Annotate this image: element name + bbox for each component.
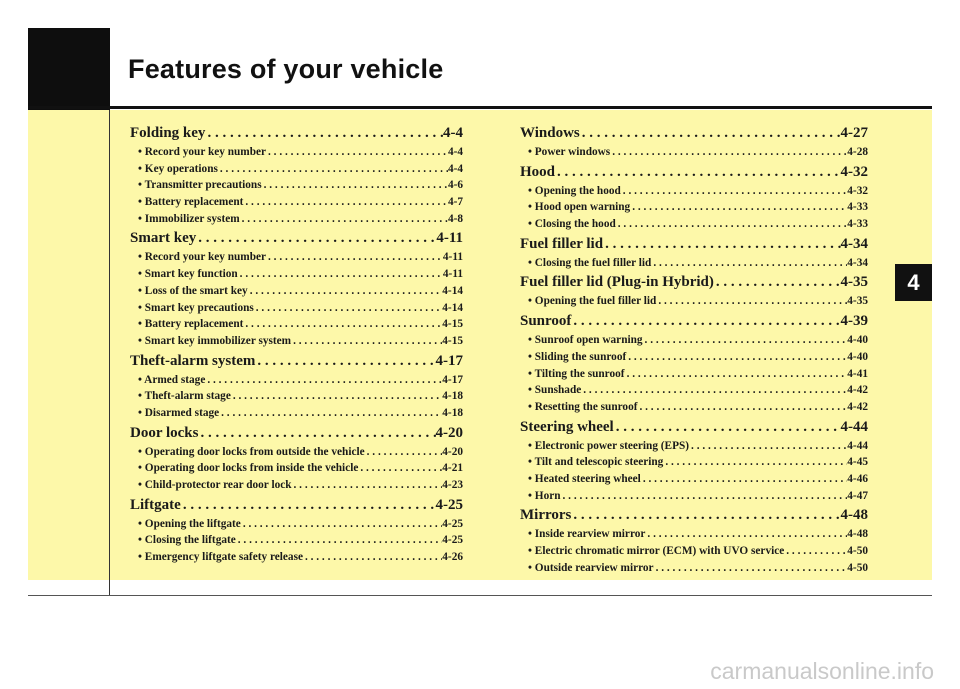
leader-dots [205,123,443,144]
toc-entry-page: 4-28 [847,146,868,158]
toc-entry-label: • Opening the fuel filler lid [528,295,657,308]
toc-entry[interactable] [130,228,463,249]
leader-dots [254,300,443,317]
toc-entry[interactable] [520,255,868,272]
toc-entry-page: 4-23 [442,479,463,491]
leader-dots [643,332,848,349]
toc-entry-page: 4-39 [840,313,868,330]
toc-entry-label: Fuel filler lid [520,235,604,252]
toc-entry-page: 4-4 [447,162,463,175]
toc-entry-label: • Closing the liftgate [138,534,236,547]
toc-entry-label: • Transmitter precautions [138,179,262,192]
leader-dots [219,405,442,422]
toc-entry[interactable] [130,532,463,549]
toc-entry-label: • Emergency liftgate safety release [138,551,303,564]
leader-dots [248,283,443,300]
toc-entry[interactable] [520,311,868,332]
leader-dots [236,532,443,549]
toc-left-column [130,122,463,566]
toc-entry-label: • Smart key precautions [138,301,254,314]
leader-dots [645,526,847,543]
toc-entry-label: • Outside rearview mirror [528,561,654,574]
toc-entry[interactable] [520,543,868,560]
toc-entry[interactable] [520,366,868,383]
toc-entry-label: • Record your key number [138,146,267,158]
toc-entry-page: 4-27 [840,125,868,141]
toc-entry-label: • Opening the liftgate [138,517,241,530]
toc-entry-page: 4-32 [847,184,868,197]
toc-entry-page: 4-26 [442,551,463,564]
toc-entry-page: 4-50 [847,561,868,574]
toc-entry-label: Windows [520,125,580,141]
toc-entry-page: 4-15 [442,318,463,331]
toc-entry-page: 4-4 [443,125,463,141]
toc-right-column [520,122,868,576]
leader-dots [262,177,448,194]
leader-dots [621,183,847,200]
toc-entry[interactable] [130,372,463,389]
toc-entry-page: 4-14 [442,284,463,297]
toc-entry-page: 4-15 [442,334,463,347]
toc-entry-label: • Operating door locks from outside the vehicle [138,445,365,458]
margin-rule [109,110,110,596]
toc-entry-page: 4-50 [847,545,868,557]
leader-dots [238,266,443,283]
chapter-tab[interactable]: 4 [895,264,932,301]
toc-entry[interactable] [130,249,463,266]
toc-entry[interactable] [130,549,463,566]
toc-entry-label: • Power windows [528,146,611,158]
toc-entry-label: • Record your key number [138,251,267,264]
toc-entry-page: 4-11 [442,268,463,281]
leader-dots [243,194,448,211]
leader-dots [255,351,435,372]
toc-entry-page: 4-48 [847,528,868,541]
leader-dots [616,216,848,233]
chapter-header-block [28,28,110,110]
toc-entry-label: • Operating door locks from inside the vehicle [138,462,359,475]
toc-entry-page: 4-33 [847,218,868,231]
toc-entry[interactable] [130,516,463,533]
toc-entry[interactable] [520,505,868,526]
toc-entry-page: 4-40 [847,334,868,347]
toc-entry-page: 4-18 [442,390,463,403]
toc-entry-page: 4-4 [447,146,463,158]
toc-entry-label: • Immobilizer system [138,212,240,225]
toc-entry-page: 4-46 [847,472,868,485]
toc-entry[interactable] [130,316,463,333]
toc-entry-page: 4-42 [847,384,868,397]
toc-entry-page: 4-32 [840,163,868,180]
toc-entry[interactable] [130,283,463,300]
leader-dots [205,372,442,389]
toc-entry[interactable] [130,333,463,350]
toc-entry-page: 4-47 [847,489,868,502]
toc-entry-label: • Sliding the sunroof [528,350,627,363]
toc-entry-page: 4-25 [435,496,463,513]
leader-dots [614,417,841,438]
toc-entry[interactable] [520,382,868,399]
toc-entry[interactable] [130,123,463,144]
toc-entry[interactable] [520,471,868,488]
toc-entry[interactable] [130,495,463,516]
leader-dots [714,272,841,293]
leader-dots [603,234,840,255]
toc-entry[interactable] [520,123,868,144]
toc-entry-label: Door locks [130,424,199,441]
toc-entry-label: Sunroof [520,313,572,330]
toc-entry-label: • Theft-alarm stage [138,390,231,403]
toc-entry[interactable] [130,460,463,477]
toc-entry[interactable] [130,423,463,444]
toc-entry-label: Liftgate [130,496,181,513]
toc-entry-label: Fuel filler lid (Plug-in Hybrid) [520,274,714,291]
leader-dots [656,293,847,310]
toc-entry-label: • Sunroof open warning [528,334,643,347]
toc-entry-label: • Closing the fuel filler lid [528,256,652,269]
toc-entry-label: Folding key [130,125,206,141]
toc-entry-label: • Heated steering wheel [528,472,641,485]
toc-entry-label: • Horn [528,489,561,502]
leader-dots [266,144,448,161]
toc-entry[interactable] [520,399,868,416]
toc-entry-label: • Opening the hood [528,184,621,197]
toc-entry-label: Mirrors [520,507,572,524]
toc-entry-page: 4-14 [442,301,463,314]
toc-entry-label: • Inside rearview mirror [528,528,646,541]
toc-entry-page: 4-17 [442,373,463,386]
page-title: Features of your vehicle [128,54,444,84]
toc-entry-page: 4-25 [442,517,463,530]
toc-entry[interactable] [130,405,463,422]
site-watermark: carmanualsonline.info [710,658,934,684]
toc-entry[interactable] [130,177,463,194]
leader-dots [689,438,847,455]
toc-entry-page: 4-17 [435,352,463,369]
leader-dots [638,399,848,416]
toc-entry[interactable] [520,438,868,455]
toc-entry-label: • Battery replacement [138,318,244,331]
toc-entry-label: Theft-alarm system [130,352,256,369]
toc-entry[interactable] [520,162,868,183]
toc-entry-label: • Key operations [138,162,218,175]
leader-dots [626,349,847,366]
title-underline [28,106,932,109]
leader-dots [292,477,443,494]
toc-entry-label: • Tilt and telescopic steering [528,456,664,469]
toc-entry[interactable] [520,349,868,366]
toc-entry[interactable] [130,351,463,372]
toc-entry[interactable] [520,526,868,543]
toc-entry-label: • Battery replacement [138,196,244,209]
toc-entry[interactable] [520,199,868,216]
leader-dots [198,423,435,444]
toc-entry[interactable] [520,144,868,161]
toc-entry-label: • Smart key immobilizer system [138,334,292,347]
leader-dots [303,549,442,566]
toc-entry-label: • Electronic power steering (EPS) [528,439,690,452]
toc-entry-page: 4-40 [847,350,868,363]
toc-entry-label: • Tilting the sunroof [528,367,625,380]
toc-entry-page: 4-6 [447,179,463,192]
toc-entry-page: 4-8 [447,212,463,225]
leader-dots [625,366,848,383]
toc-entry-page: 4-25 [442,534,463,547]
toc-entry-page: 4-35 [847,295,868,308]
toc-entry[interactable] [520,332,868,349]
toc-entry-page: 4-44 [840,418,868,435]
toc-entry-label: • Hood open warning [528,201,631,214]
leader-dots [555,162,840,183]
toc-entry[interactable] [520,216,868,233]
toc-entry-page: 4-34 [840,235,868,252]
leader-dots [571,311,840,332]
leader-dots [181,495,436,516]
toc-entry-page: 4-35 [840,274,868,291]
toc-entry-label: • Closing the hood [528,218,616,231]
toc-entry-page: 4-44 [847,439,868,452]
leader-dots [291,333,442,350]
toc-entry-label: • Armed stage [138,373,206,386]
toc-entry[interactable] [520,183,868,200]
toc-entry-page: 4-20 [435,424,463,441]
toc-entry-page: 4-48 [840,507,868,524]
toc-entry[interactable] [520,234,868,255]
toc-entry-page: 4-11 [436,230,463,247]
toc-entry-page: 4-41 [847,367,868,380]
leader-dots [240,211,448,228]
toc-entry-page: 4-21 [442,462,463,475]
leader-dots [641,471,847,488]
toc-entry-page: 4-42 [847,400,868,413]
toc-entry-page: 4-45 [847,456,868,469]
leader-dots [651,255,847,272]
toc-entry-label: • Loss of the smart key [138,284,248,297]
toc-entry[interactable] [130,194,463,211]
toc-entry[interactable] [520,560,868,577]
toc-entry-label: • Electric chromatic mirror (ECM) with UVO service [528,545,785,557]
toc-entry-label: Hood [520,163,556,180]
toc-entry-page: 4-18 [442,406,463,419]
leader-dots [243,316,442,333]
toc-entry[interactable] [130,477,463,494]
toc-entry-label: • Disarmed stage [138,406,220,419]
leader-dots [218,161,448,178]
toc-entry[interactable] [130,144,463,161]
toc-entry[interactable] [130,300,463,317]
leader-dots [241,516,442,533]
leader-dots [561,488,848,505]
toc-entry[interactable] [130,444,463,461]
leader-dots [266,249,443,266]
toc-entry[interactable] [520,488,868,505]
leader-dots [571,505,840,526]
leader-dots [358,460,442,477]
toc-entry[interactable] [130,388,463,405]
leader-dots [610,144,847,161]
toc-entry-page: 4-34 [847,256,868,269]
footer-rule [28,595,932,596]
toc-entry-page: 4-7 [447,196,463,209]
toc-entry-page: 4-11 [442,251,463,264]
toc-entry-label: Smart key [130,230,197,247]
leader-dots [630,199,847,216]
toc-entry[interactable] [520,454,868,471]
leader-dots [654,560,848,577]
toc-entry[interactable] [130,211,463,228]
toc-entry-label: • Sunshade [528,384,582,397]
leader-dots [580,123,841,144]
toc-entry[interactable] [520,417,868,438]
toc-entry[interactable] [520,293,868,310]
leader-dots [231,388,442,405]
toc-entry-page: 4-20 [442,445,463,458]
toc-entry[interactable] [130,161,463,178]
toc-entry[interactable] [130,266,463,283]
leader-dots [196,228,436,249]
toc-entry-label: • Child-protector rear door lock [138,479,292,491]
toc-entry-label: Steering wheel [520,418,614,435]
leader-dots [365,444,443,461]
leader-dots [663,454,847,471]
leader-dots [581,382,847,399]
toc-entry-label: • Smart key function [138,268,238,281]
toc-entry-page: 4-33 [847,201,868,214]
toc-entry-label: • Resetting the sunroof [528,400,638,413]
toc-entry[interactable] [520,272,868,293]
leader-dots [784,543,847,560]
